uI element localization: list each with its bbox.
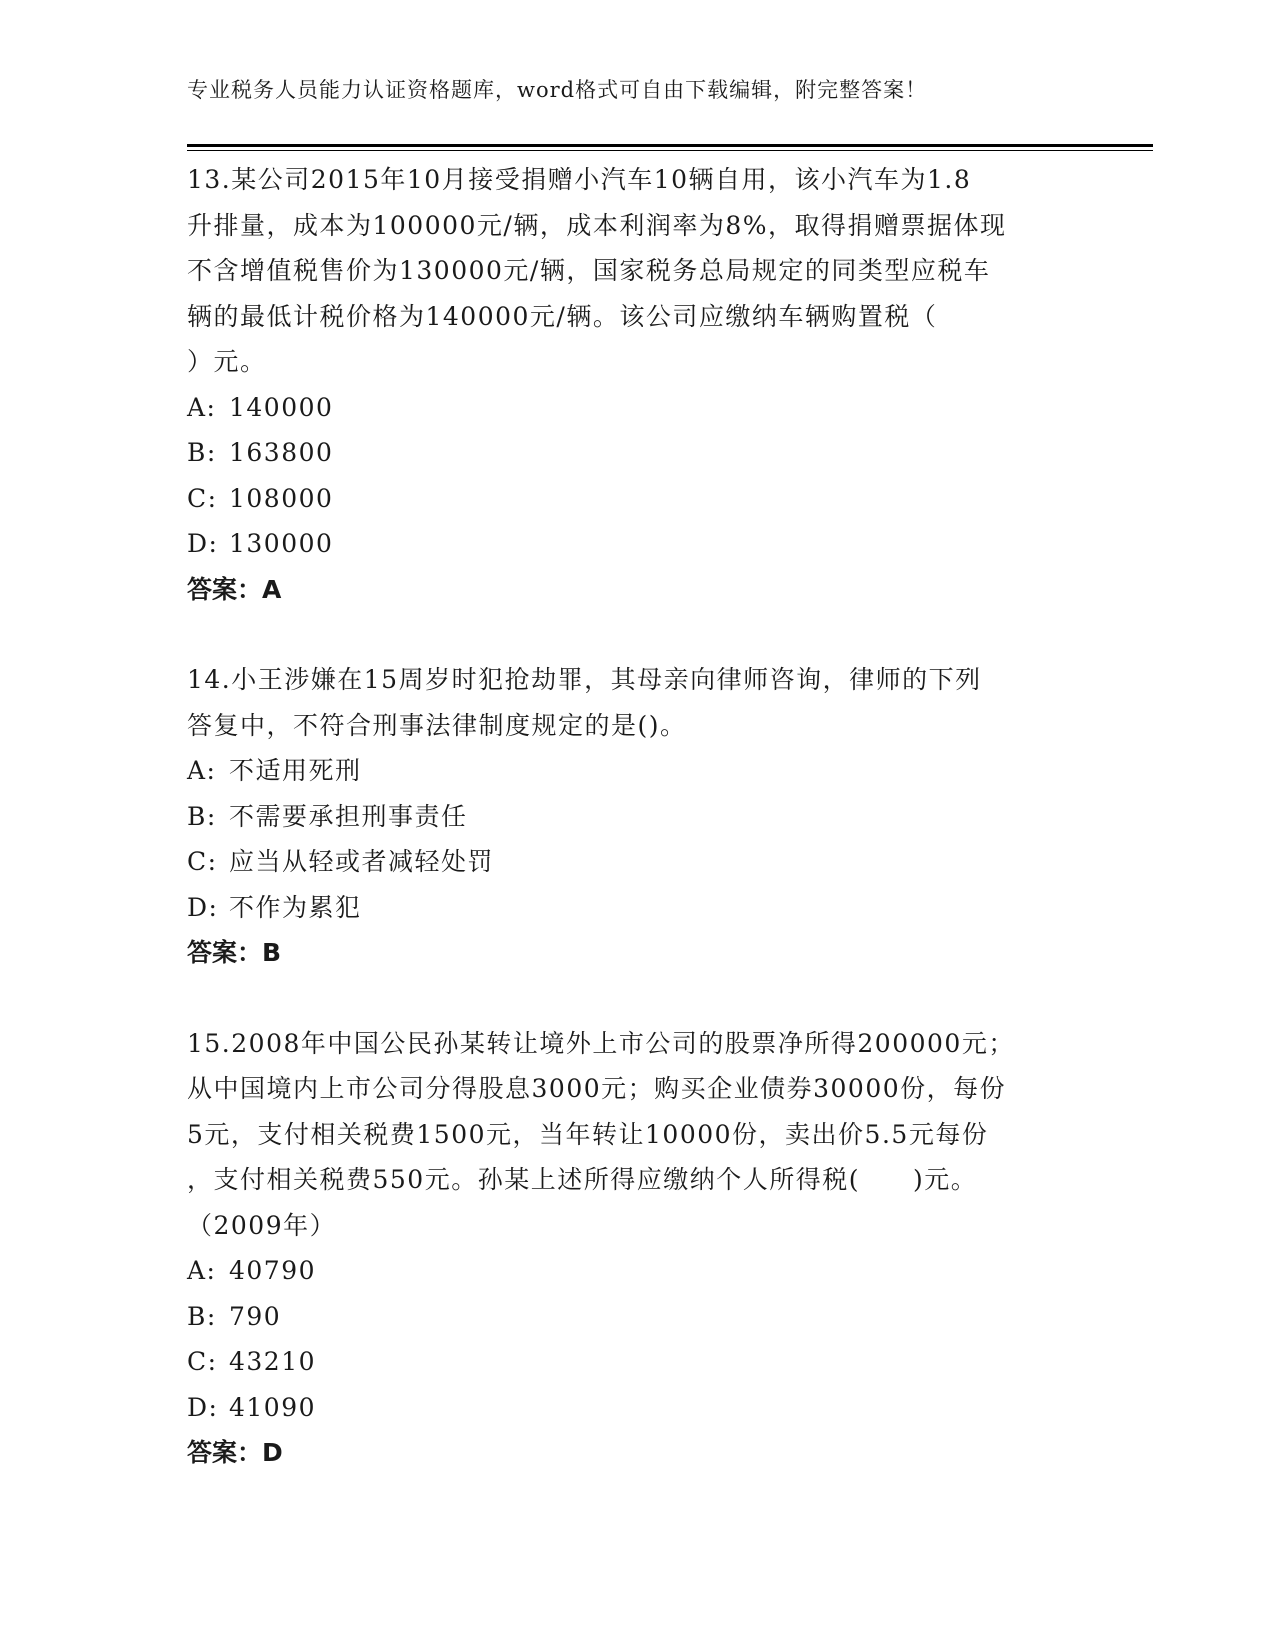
- option-d: [187, 521, 1087, 567]
- question-stem-line: 答复中，不符合刑事法律制度规定的是()。: [187, 710, 687, 740]
- option-d: [187, 1385, 1087, 1431]
- option-c: [187, 476, 1087, 522]
- option-text: 40790: [229, 1256, 317, 1285]
- option-label: A:: [187, 1256, 217, 1285]
- option-b: [187, 1294, 1087, 1340]
- option-c: [187, 1339, 1087, 1385]
- option-label: B:: [187, 1301, 217, 1331]
- option-c: [187, 839, 1087, 885]
- option-label: C:: [187, 847, 218, 876]
- option-label: C:: [187, 483, 218, 513]
- question-14: [187, 657, 1087, 976]
- option-label: A:: [187, 392, 217, 422]
- option-label: D:: [187, 529, 219, 558]
- option-label: B:: [187, 438, 217, 467]
- question-stem-line: 从中国境内上市公司分得股息3000元；购买企业债券30000份，每份: [187, 1074, 1007, 1103]
- header-rule-thick: [187, 144, 1153, 147]
- question-stem-line: 5元，支付相关税费1500元，当年转让10000份，卖出价5.5元每份: [187, 1119, 989, 1149]
- option-text: 应当从轻或者减轻处罚: [229, 847, 495, 876]
- option-text: 790: [229, 1301, 282, 1331]
- option-a: [187, 1248, 1087, 1294]
- question-stem-line: 13.某公司2015年10月接受捐赠小汽车10辆自用，该小汽车为1.8: [187, 165, 972, 194]
- question-stem-line: 15.2008年中国公民孙某转让境外上市公司的股票净所得200000元；: [187, 1028, 1015, 1058]
- spacer: [187, 612, 1087, 657]
- option-text: 不作为累犯: [229, 892, 362, 922]
- option-a: [187, 385, 1087, 431]
- option-label: A:: [187, 756, 217, 785]
- option-text: 不适用死刑: [229, 756, 362, 785]
- option-label: B:: [187, 801, 217, 831]
- option-text: 130000: [229, 529, 334, 558]
- question-stem-line: 辆的最低计税价格为140000元/辆。该公司应缴纳车辆购置税（: [187, 301, 938, 331]
- option-text: 163800: [229, 438, 334, 467]
- option-a: [187, 748, 1087, 794]
- spacer: [187, 976, 1087, 1021]
- option-text: 41090: [229, 1392, 317, 1422]
- question-13: [187, 157, 1087, 612]
- option-text: 43210: [229, 1347, 317, 1376]
- answer-line: 答案：D: [187, 1438, 283, 1467]
- option-text: 108000: [229, 483, 334, 513]
- question-stem-line: ，支付相关税费550元。孙某上述所得应缴纳个人所得税( )元。: [187, 1165, 978, 1194]
- option-label: D:: [187, 1392, 219, 1422]
- question-15: [187, 1021, 1087, 1476]
- header-rule-thin: [187, 150, 1153, 151]
- question-list: [187, 157, 1087, 1476]
- option-text: 不需要承担刑事责任: [229, 801, 468, 831]
- option-d: [187, 885, 1087, 931]
- option-b: [187, 794, 1087, 840]
- question-stem-line: ）元。: [187, 347, 267, 376]
- option-label: D:: [187, 892, 219, 922]
- answer-line: 答案：B: [187, 938, 282, 967]
- question-stem-line: 升排量，成本为100000元/辆，成本利润率为8%，取得捐赠票据体现: [187, 210, 1007, 240]
- answer-line: 答案：A: [187, 574, 282, 604]
- option-label: C:: [187, 1347, 218, 1376]
- page-header: 专业税务人员能力认证资格题库，word格式可自由下载编辑，附完整答案！: [187, 78, 928, 102]
- question-stem-line: （2009年）: [187, 1210, 337, 1240]
- option-b: [187, 430, 1087, 476]
- question-stem-line: 不含增值税售价为130000元/辆，国家税务总局规定的同类型应税车: [187, 256, 991, 285]
- option-text: 140000: [229, 392, 334, 422]
- question-stem-line: 14.小王涉嫌在15周岁时犯抢劫罪，其母亲向律师咨询，律师的下列: [187, 665, 982, 694]
